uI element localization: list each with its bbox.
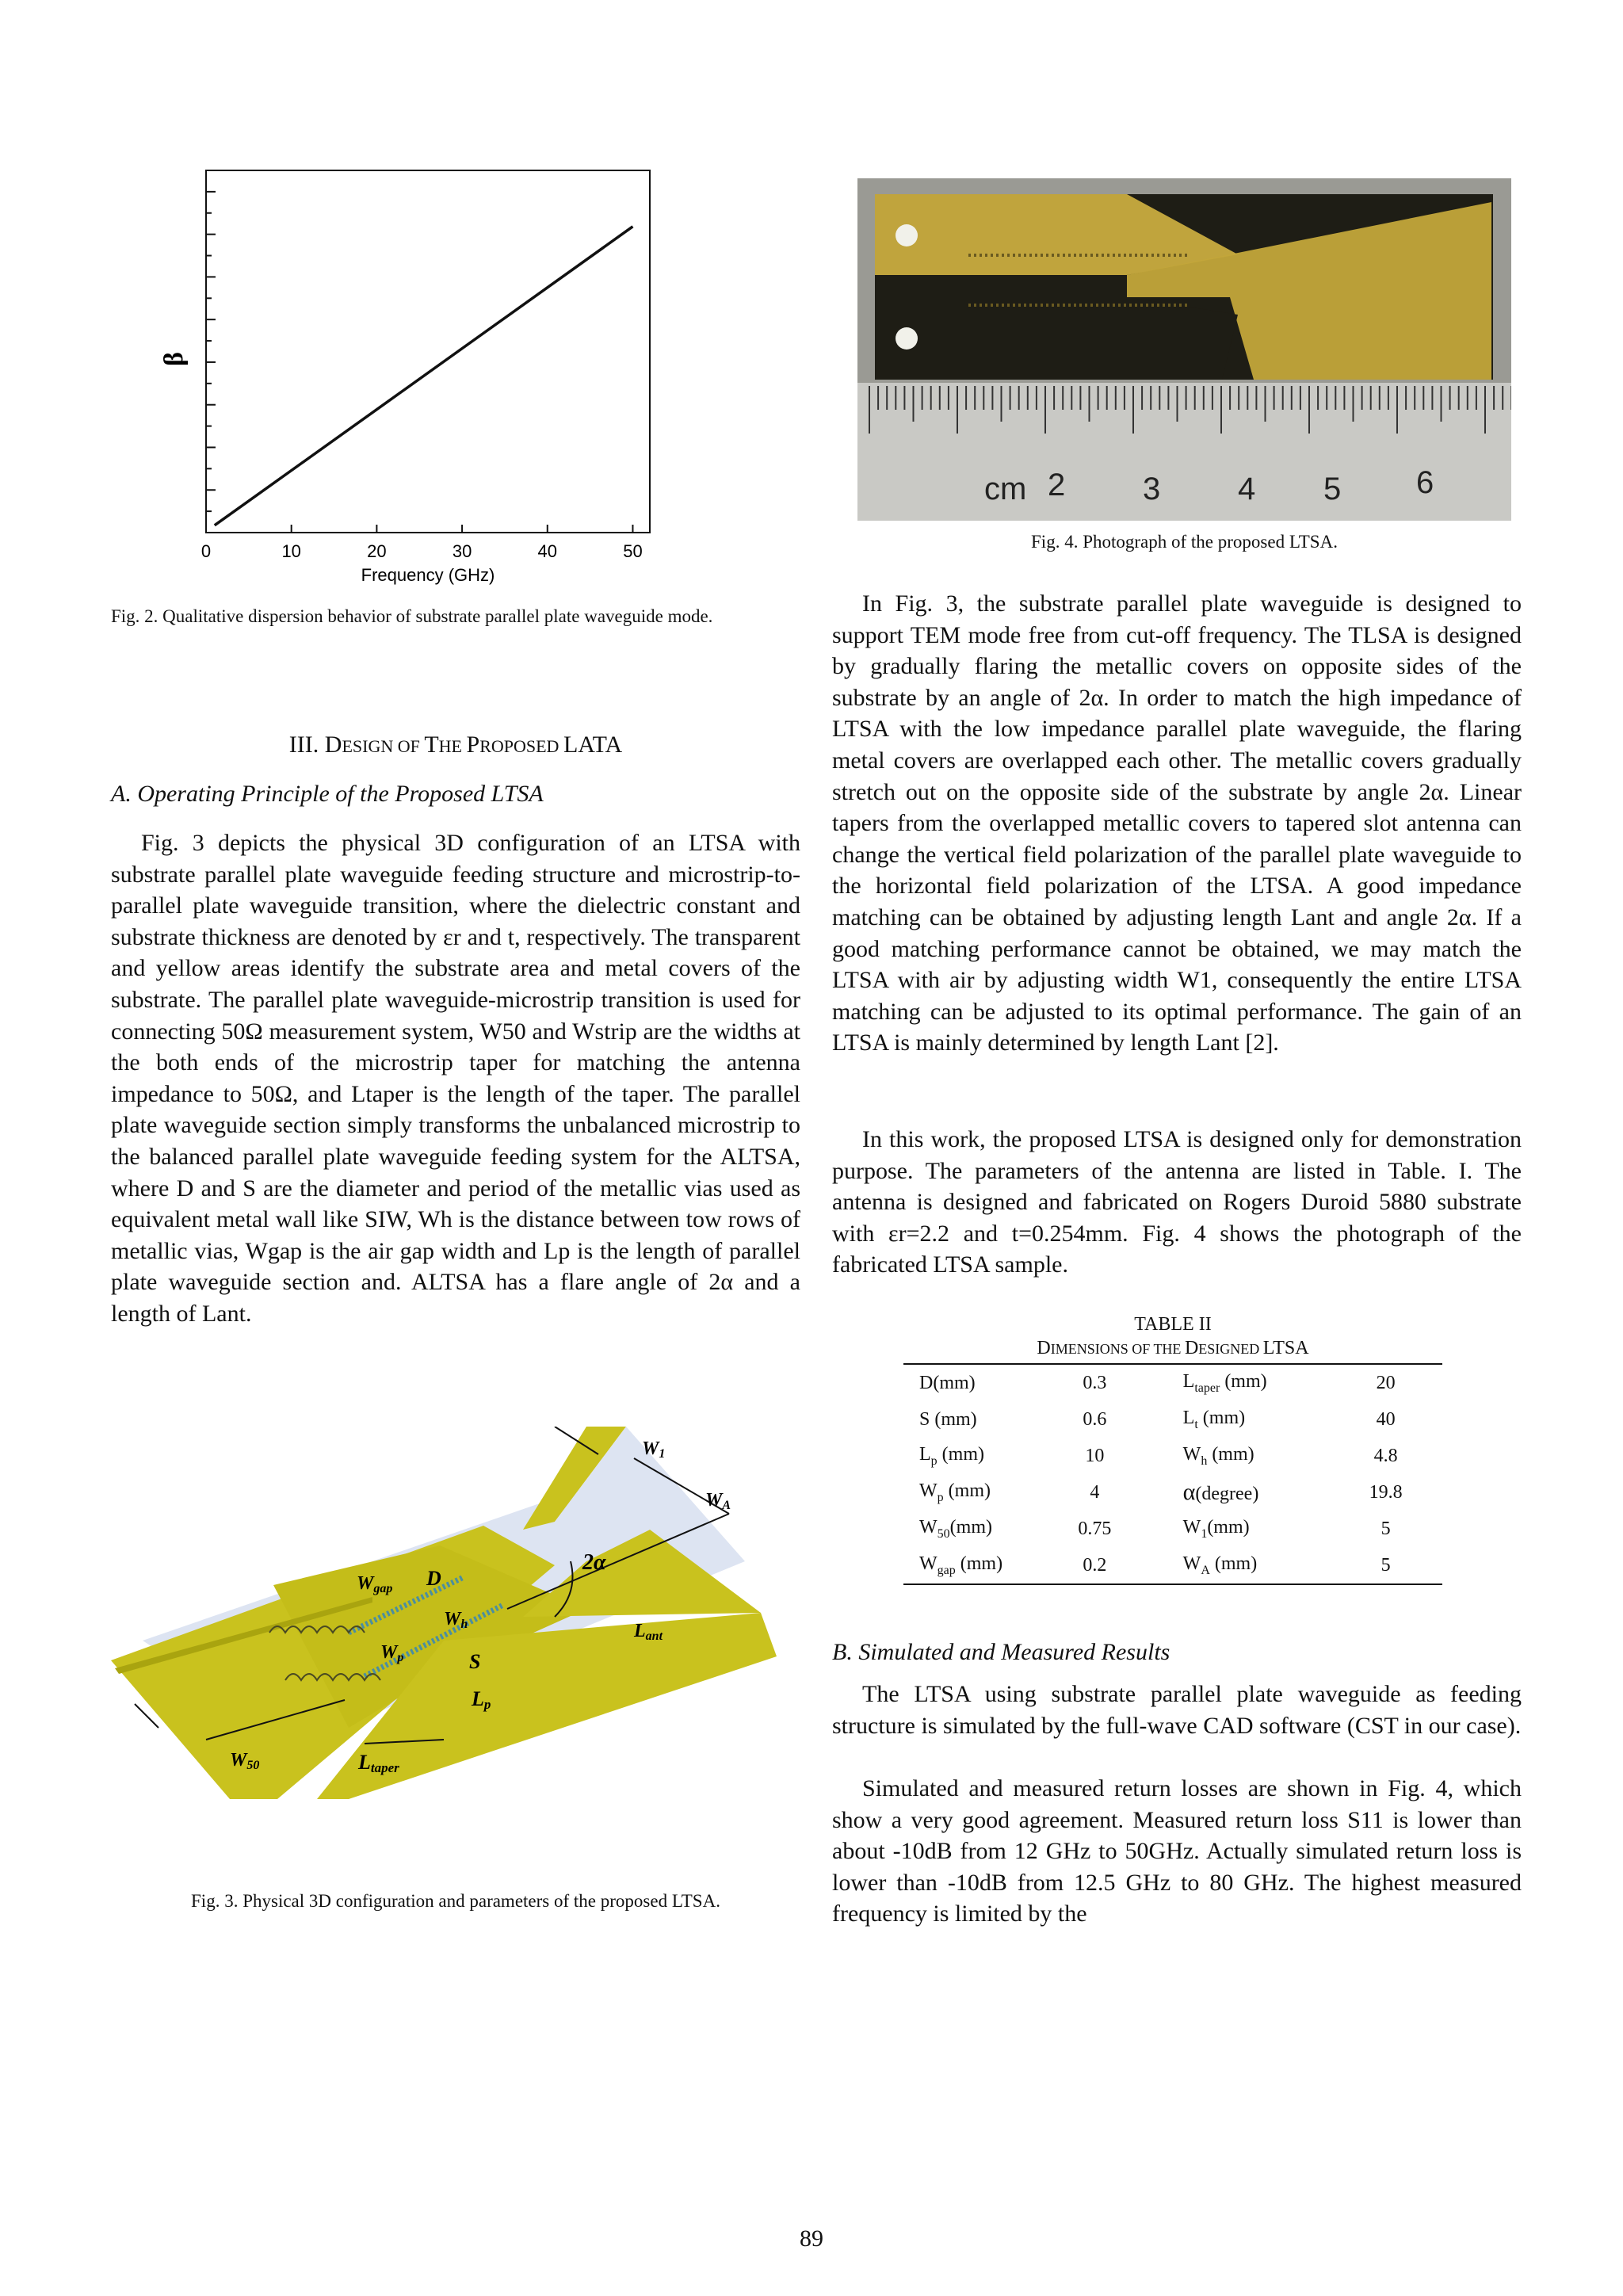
heading-part: III. D xyxy=(288,732,342,758)
heading-part: HE xyxy=(438,736,467,756)
table-row xyxy=(903,1547,1442,1584)
fig3-label-d: D xyxy=(426,1567,441,1590)
fig2-plot-svg xyxy=(151,162,674,590)
table-cell-unit: (mm) xyxy=(955,1553,1003,1574)
table-cell-text: 10 xyxy=(1085,1445,1105,1466)
table-cell xyxy=(1038,1438,1151,1474)
table-row xyxy=(903,1438,1442,1474)
table-subtitle xyxy=(903,1338,1442,1359)
fig2-chart xyxy=(151,162,674,590)
fig3-label-alpha: 2α xyxy=(582,1550,606,1575)
fig3-label-wgap: Wgap xyxy=(357,1573,393,1595)
right-paragraph-1: In Fig. 3, the substrate parallel plate waveguide is designed to support TEM mode free from cut-off frequency. The TLSA is designed by gradually flaring the metallic covers on opposite sides of the substrate by an angle of 2α. In order to match the high impedance of LTSA with the low impedance parallel plate waveguide, the flaring metal covers are overlapped each other. The metallic covers gradually stretch out on the opposite side of the substrate by angle 2α. Linear tapers from the overlapped metallic covers to tapered slot antenna can change the vertical field polarization of the parallel plate waveguide to the horizontal field polarization of the LTSA. A good impedance matching can be obtained by adjusting length Lant and angle 2α. If a good matching performance cannot be obtained, we may match the LTSA with air by adjusting width W1, consequently the entire LTSA matching can be adjusted to its optimal performance. The gain of an LTSA is mainly determined by length Lant [2]. xyxy=(832,590,1522,1056)
table-cell-text: W xyxy=(919,1553,938,1574)
table-cell-unit: (mm) xyxy=(1220,1370,1267,1392)
table-cell xyxy=(1038,1547,1151,1584)
table-cell-subscript: taper xyxy=(1194,1381,1220,1395)
ruler-num-4: 4 xyxy=(1238,472,1256,506)
fig3-caption: Fig. 3. Physical 3D configuration and parameters of the proposed LTSA. xyxy=(191,1891,720,1911)
table-cell xyxy=(1329,1365,1442,1401)
fig3-label-s: S xyxy=(469,1650,481,1673)
table-cell-subscript: 1 xyxy=(1201,1526,1208,1541)
subheading-b: B. Simulated and Measured Results xyxy=(832,1639,1170,1665)
table-cell-text: L xyxy=(919,1443,931,1465)
table-cell xyxy=(903,1438,1038,1474)
table-cell xyxy=(1329,1401,1442,1438)
heading-part: ESIGN OF xyxy=(342,736,425,756)
table-cell xyxy=(1151,1401,1330,1438)
fig3-label-w1: W1 xyxy=(642,1438,666,1461)
table-cell xyxy=(903,1401,1038,1438)
fig2-plot-frame xyxy=(206,170,650,533)
subheading-a: A. Operating Principle of the Proposed LTSA xyxy=(111,781,544,807)
table-cell-text: D(mm) xyxy=(919,1372,976,1393)
fig2-x-tick-label: 10 xyxy=(281,541,301,561)
ruler-cm-label: cm xyxy=(984,472,1027,506)
left-paragraph: Fig. 3 depicts the physical 3D configuration of an LTSA with substrate parallel plate waveguide feeding structure and microstrip-to-parallel plate waveguide transition, where the dielectric constant and substrate thickness are denoted by εr and t, respectively. The transparent and yellow areas identify the substrate area and metal covers of the substrate. The parallel plate waveguide-microstrip transition is used for connecting 50Ω measurement system, W50 and Wstrip are the widths at the both ends of the microstrip taper for matching the antenna impedance to 50Ω, and Ltaper is the length of the taper. The parallel plate waveguide section simply transforms the unbalanced microstrip to the balanced parallel plate waveguide feeding system for the ALTSA, where D and S are the diameter and period of the metallic vias used as equivalent metal wall like SIW, Wh is the distance between tow rows of metallic vias, Wgap is the air gap width and Lp is the length of parallel plate waveguide section and. ALTSA has a flare angle of 2α and a length of Lant. xyxy=(111,830,800,1327)
ruler-num-6: 6 xyxy=(1416,465,1434,500)
table-cell-text: 0.2 xyxy=(1083,1554,1107,1576)
table-cell xyxy=(1151,1474,1330,1511)
table-subtitle-part: IMENSIONS OF THE xyxy=(1050,1341,1185,1357)
fig2-x-label: Frequency (GHz) xyxy=(361,565,495,585)
table-cell xyxy=(1329,1547,1442,1584)
dimensions-table xyxy=(903,1365,1442,1584)
table-cell-unit: (mm) xyxy=(949,1516,992,1538)
table-cell-text: L xyxy=(1182,1407,1195,1428)
table-cell-subscript: p xyxy=(937,1490,944,1504)
table-cell-subscript: gap xyxy=(937,1563,956,1577)
table-cell xyxy=(903,1547,1038,1584)
table-cell xyxy=(903,1474,1038,1511)
right-paragraph-2: In this work, the proposed LTSA is designed only for demonstration purpose. The parameters of the antenna are listed in Table. I. The antenna is designed and fabricated on Rogers Duroid 5880 substrate with εr=2.2 and t=0.254mm. Fig. 4 shows the photograph of the fabricated LTSA sample. xyxy=(832,1126,1522,1278)
fig2-x-ticks xyxy=(201,525,643,561)
table-row xyxy=(903,1401,1442,1438)
fig2-y-ticks xyxy=(206,170,216,511)
dimensions-table-body xyxy=(903,1365,1442,1584)
table-cell-subscript: h xyxy=(1201,1454,1208,1468)
table-cell xyxy=(1329,1438,1442,1474)
fig3-diagram xyxy=(111,1427,800,1847)
section-b-paragraph-1: The LTSA using substrate parallel plate waveguide as feeding structure is simulated by the full-wave CAD software (CST in our case). xyxy=(832,1681,1522,1739)
fig3-label-wh: Wh xyxy=(444,1609,468,1631)
table-row xyxy=(903,1511,1442,1547)
table-subtitle-part: D xyxy=(1037,1338,1051,1358)
table-cell-subscript: 50 xyxy=(937,1526,950,1541)
ruler-num-5: 5 xyxy=(1323,472,1342,506)
table-cell xyxy=(1329,1474,1442,1511)
table-cell-text: S (mm) xyxy=(919,1408,977,1430)
table-cell-text: 4 xyxy=(1090,1481,1100,1503)
fig3-label-lp: Lp xyxy=(472,1687,491,1712)
fig2-x-tick-label: 50 xyxy=(623,541,643,561)
fig2-caption: Fig. 2. Qualitative dispersion behavior of substrate parallel plate waveguide mode. xyxy=(111,606,713,626)
table-title: TABLE II xyxy=(1134,1314,1212,1335)
fig4-photo-svg xyxy=(857,178,1511,521)
fig3-label-w50: W50 xyxy=(230,1750,260,1772)
table-cell-unit: (mm) xyxy=(937,1443,984,1465)
fig3-label-lant: Lant xyxy=(634,1621,663,1643)
fig2-series-line xyxy=(215,227,633,525)
table-cell-unit: (degree) xyxy=(1195,1484,1259,1504)
fig4-caption: Fig. 4. Photograph of the proposed LTSA. xyxy=(1031,532,1338,552)
ruler-num-3: 3 xyxy=(1143,472,1161,506)
table-cell xyxy=(1329,1511,1442,1547)
table-cell-text: α xyxy=(1182,1479,1196,1505)
section-b-paragraph-2: Simulated and measured return losses are shown in Fig. 4, which show a very good agreement. Measured return loss S11 is lower than about -10dB from 12 GHz to 50GHz. Actually simulated return loss is lower than -10dB from 12.5 GHz to 80 GHz. The highest measured frequency is limited by the xyxy=(832,1775,1522,1927)
table-cell-text: 40 xyxy=(1376,1408,1396,1430)
table-cell-text: 0.6 xyxy=(1083,1408,1107,1430)
table-cell-text: 0.75 xyxy=(1078,1518,1112,1539)
table-cell xyxy=(1038,1511,1151,1547)
fig2-x-tick-label: 20 xyxy=(367,541,387,561)
fig3-label-ltaper: Ltaper xyxy=(358,1751,399,1775)
mount-hole-top xyxy=(896,224,918,246)
table-cell-text: L xyxy=(1182,1370,1195,1392)
heading-part: LATA xyxy=(563,732,623,758)
table-cell-subscript: p xyxy=(930,1454,938,1468)
table-subtitle-part: ESIGNED xyxy=(1198,1341,1263,1357)
dimensions-table-wrap xyxy=(903,1363,1442,1585)
fig2-y-label: β xyxy=(159,352,189,366)
table-cell-unit: (mm) xyxy=(1197,1407,1246,1428)
table-cell-subscript: A xyxy=(1201,1563,1210,1577)
table-cell-text: W xyxy=(919,1516,938,1538)
table-cell xyxy=(1151,1511,1330,1547)
table-cell xyxy=(1151,1438,1330,1474)
table-subtitle-part: D xyxy=(1184,1338,1199,1358)
fig2-x-tick-label: 40 xyxy=(537,541,558,561)
table-cell-text: 5 xyxy=(1381,1518,1391,1539)
ruler-num-2: 2 xyxy=(1048,468,1066,502)
table-cell-subscript: t xyxy=(1194,1417,1198,1431)
table-cell-text: W xyxy=(1182,1516,1201,1538)
fig4-photo xyxy=(857,178,1511,521)
table-cell xyxy=(1038,1474,1151,1511)
table-cell-text: 0.3 xyxy=(1083,1372,1107,1393)
table-cell-unit: (mm) xyxy=(943,1480,991,1501)
table-cell-text: W xyxy=(1182,1553,1201,1574)
table-cell-unit: (mm) xyxy=(1209,1553,1258,1574)
table-cell xyxy=(903,1365,1038,1401)
fig3-svg xyxy=(111,1427,800,1847)
page-number: 89 xyxy=(800,2225,823,2252)
table-cell-text: 4.8 xyxy=(1373,1445,1398,1466)
table-subtitle-part: LTSA xyxy=(1262,1338,1309,1358)
table-cell-text: W xyxy=(1182,1443,1201,1465)
fig2-x-tick-label: 30 xyxy=(452,541,472,561)
table-row xyxy=(903,1365,1442,1401)
fig3-label-wp: Wp xyxy=(380,1642,404,1664)
table-cell-unit: (mm) xyxy=(1207,1516,1250,1538)
table-cell-text: 20 xyxy=(1376,1372,1396,1393)
mount-hole-bottom xyxy=(896,327,918,350)
ruler xyxy=(857,383,1511,521)
table-cell-unit: (mm) xyxy=(1207,1443,1254,1465)
table-cell-text: 5 xyxy=(1381,1554,1391,1576)
table-cell xyxy=(1038,1401,1151,1438)
table-cell xyxy=(903,1511,1038,1547)
table-cell-text: 19.8 xyxy=(1369,1481,1403,1503)
fig2-x-tick-label: 0 xyxy=(200,541,212,561)
table-cell xyxy=(1038,1365,1151,1401)
section-heading xyxy=(111,731,800,761)
table-cell-text: W xyxy=(919,1480,938,1501)
heading-part: T xyxy=(424,732,439,758)
fig3-label-wa: WA xyxy=(705,1490,731,1512)
table-row xyxy=(903,1474,1442,1511)
table-cell xyxy=(1151,1547,1330,1584)
heading-part: P xyxy=(466,732,480,758)
table-cell xyxy=(1151,1365,1330,1401)
heading-part: ROPOSED xyxy=(479,736,563,756)
